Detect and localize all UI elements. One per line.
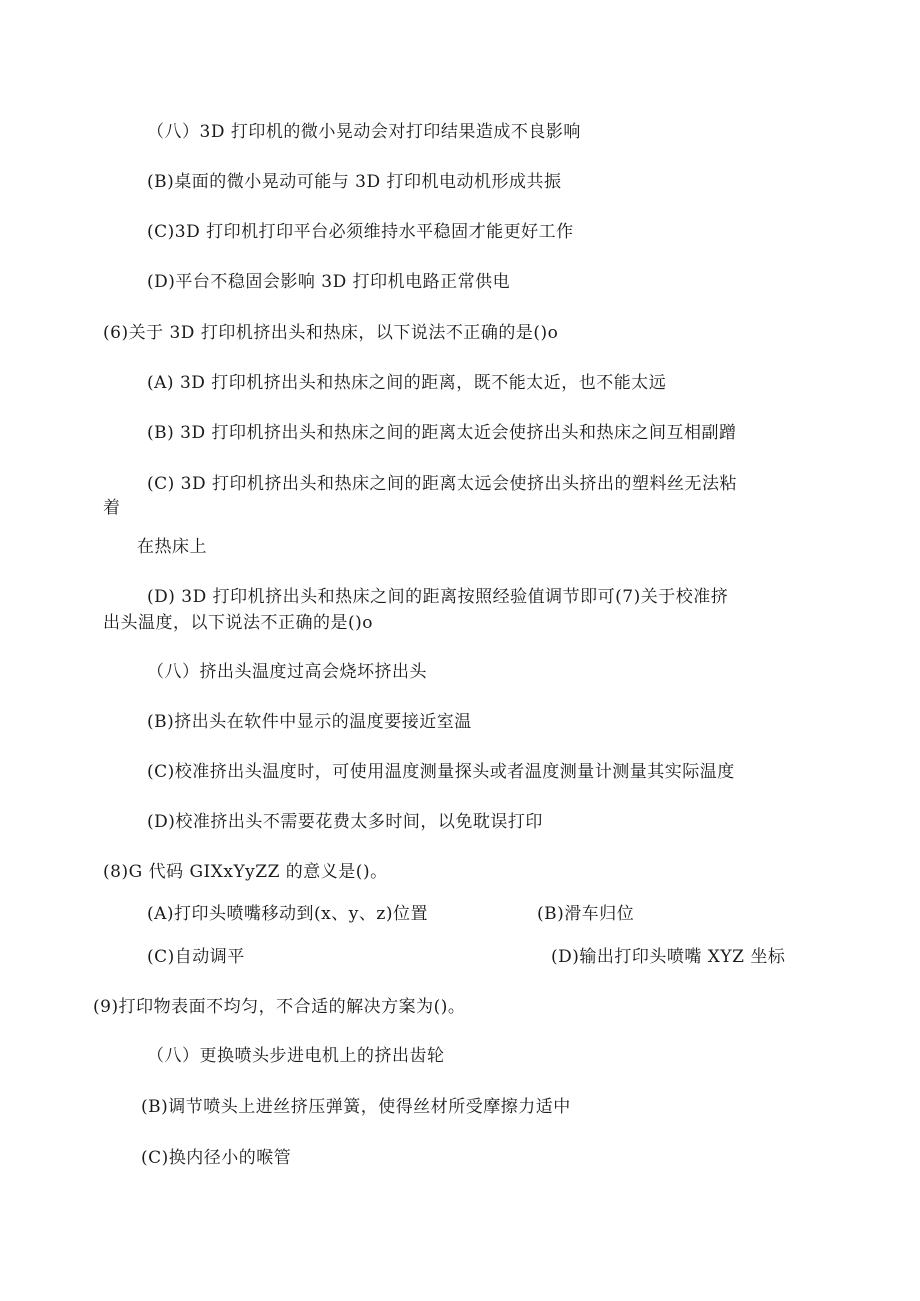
q6-option-a: (A) 3D 打印机挤出头和热床之间的距离，既不能太近，也不能太远: [147, 373, 667, 393]
q5-option-c: (C)3D 打印机打印平台必须维持水平稳固才能更好工作: [147, 222, 574, 242]
q7-option-a: （八）挤出头温度过高会烧坏挤出头: [147, 662, 427, 682]
q7-option-c: (C)校准挤出头温度时，可使用温度测量探头或者温度测量计测量其实际温度: [147, 762, 735, 782]
q7-option-d: (D)校准挤出头不需要花费太多时间，以免耽误打印: [147, 812, 543, 832]
q6-option-c-line3: 在热床上: [137, 537, 207, 557]
q7-option-b: (B)挤出头在软件中显示的温度要接近室温: [147, 712, 472, 732]
q9-option-b: (B)调节喷头上进丝挤压弹簧，使得丝材所受摩擦力适中: [141, 1097, 571, 1117]
q6-option-d-line1: (D) 3D 打印机挤出头和热床之间的距离按照经验值调节即可(7)关于校准挤: [147, 587, 729, 607]
q5-option-d: (D)平台不稳固会影响 3D 打印机电路正常供电: [147, 272, 511, 292]
q5-option-a: （八）3D 打印机的微小晃动会对打印结果造成不良影响: [147, 122, 581, 142]
q8-stem: (8)G 代码 GIXxYyZZ 的意义是()。: [103, 862, 388, 882]
q6-option-d-line2: 出头温度，以下说法不正确的是()o: [103, 613, 373, 633]
q9-option-c: (C)换内径小的喉管: [141, 1148, 292, 1168]
q6-option-b: (B) 3D 打印机挤出头和热床之间的距离太近会使挤出头和热床之间互相副蹭: [147, 423, 737, 443]
q6-stem: (6)关于 3D 打印机挤出头和热床，以下说法不正确的是()o: [103, 323, 559, 343]
q9-option-a: （八）更换喷头步进电机上的挤出齿轮: [147, 1046, 445, 1066]
q6-option-c-line1: (C) 3D 打印机挤出头和热床之间的距离太远会使挤出头挤出的塑料丝无法粘: [147, 474, 738, 494]
q8-option-c: (C)自动调平: [147, 947, 245, 967]
q5-option-b: (B)桌面的微小晃动可能与 3D 打印机电动机形成共振: [147, 172, 562, 192]
q6-option-c-line2: 着: [103, 498, 121, 518]
q8-option-a: (A)打印头喷嘴移动到(x、y、z)位置: [147, 904, 428, 924]
q8-option-d: (D)输出打印头喷嘴 XYZ 坐标: [551, 947, 786, 967]
q8-option-b: (B)滑车归位: [537, 904, 635, 924]
q9-stem: (9)打印物表面不均匀，不合适的解决方案为()。: [93, 997, 466, 1017]
